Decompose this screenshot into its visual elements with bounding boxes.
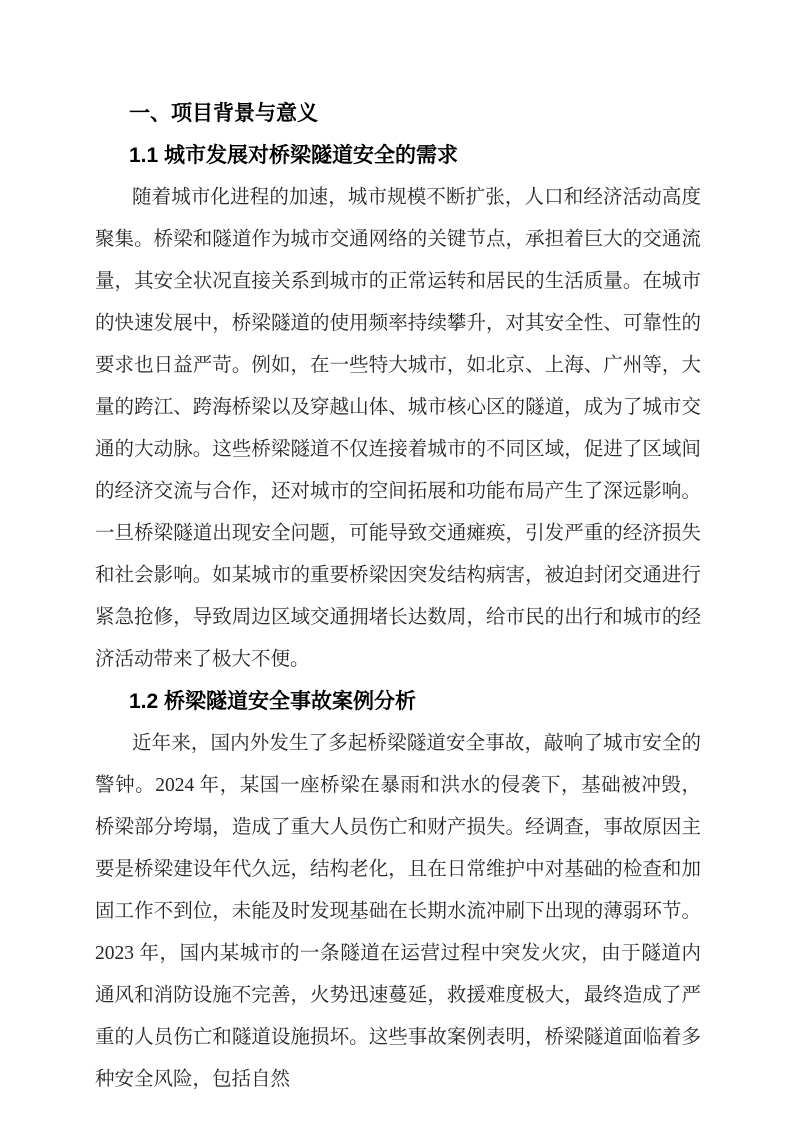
section-paragraph-1-2: 近年来，国内外发生了多起桥梁隧道安全事故，敲响了城市安全的警钟。2024 年，某国一座桥梁在暴雨和洪水的侵袭下，基础被冲毁，桥梁部分垮塌，造成了重大人员伤亡和财产损失。经调查，事故原因主要是桥梁建设年代久远，结构老化，且在日常维护中对基础的检查和加固工作不到位，未能及时发现基础在长期水流冲刷下出现的薄弱环节。2023 年，国内某城市的一条隧道在运营过程中突发火灾，由于隧道内通风和消防设施不完善，火势迅速蔓延，救援难度极大，最终造成了严重的人员伤亡和隧道设施损坏。这些事故案例表明，桥梁隧道面临着多种安全风险，包括自然 — [95, 733, 701, 1090]
section-heading-1-1: 1.1 城市发展对桥梁隧道安全的需求 — [129, 144, 459, 167]
section-paragraph-1-1: 随着城市化进程的加速，城市规模不断扩张，人口和经济活动高度聚集。桥梁和隧道作为城市交通网络的关键节点，承担着巨大的交通流量，其安全状况直接关系到城市的正常运转和居民的生活质量。在城市的快速发展中，桥梁隧道的使用频率持续攀升，对其安全性、可靠性的要求也日益严苛。例如，在一些特大城市，如北京、上海、广州等，大量的跨江、跨海桥梁以及穿越山体、城市核心区的隧道，成为了城市交通的大动脉。这些桥梁隧道不仅连接着城市的不同区域，促进了区域间的经济交流与合作，还对城市的空间拓展和功能布局产生了深远影响。一旦桥梁隧道出现安全问题，可能导致交通瘫痪，引发严重的经济损失和社会影响。如某城市的重要桥梁因突发结构病害，被迫封闭交通进行紧急抢修，导致周边区域交通拥堵长达数周，给市民的出行和城市的经济活动带来了极大不便。 — [95, 187, 701, 670]
chapter-heading: 一、项目背景与意义 — [129, 102, 318, 125]
section-heading-1-2: 1.2 桥梁隧道安全事故案例分析 — [129, 690, 417, 713]
